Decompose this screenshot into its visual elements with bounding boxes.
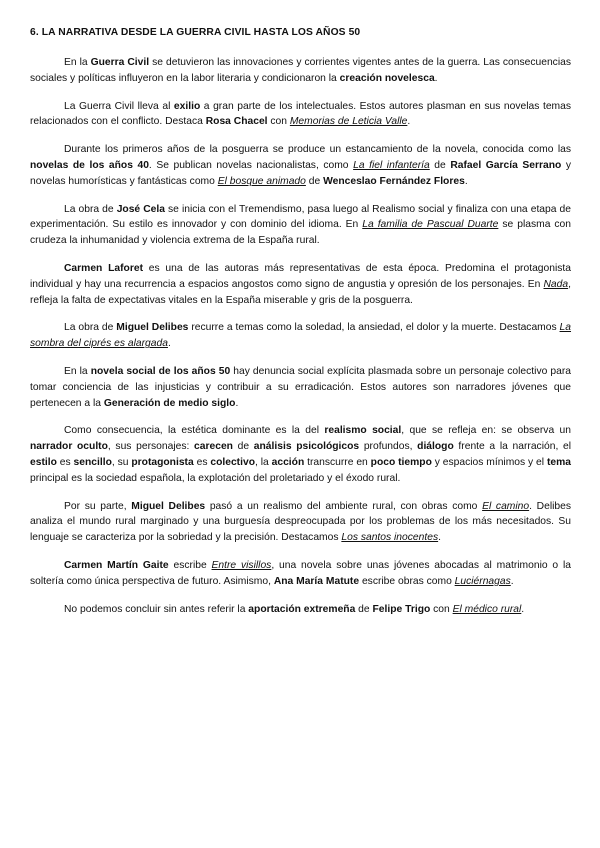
text: con — [430, 603, 453, 615]
text: La Guerra Civil lleva al — [64, 100, 174, 112]
text: de — [355, 603, 373, 615]
author-name: Carmen Martín Gaite — [64, 559, 169, 571]
text: recurre a temas como la soledad, la ansiedad, el dolor y la muerte. Destacamos — [188, 322, 560, 334]
text: La obra de — [64, 322, 117, 334]
bold-term: creación novelesca — [339, 72, 435, 84]
text: , su — [111, 456, 132, 468]
book-title: La familia de Pascual Duarte — [362, 219, 499, 231]
text: y espacios mínimos y el — [431, 456, 547, 468]
text: frente a la narración, el — [453, 441, 571, 453]
bold-term: carecen — [194, 441, 233, 453]
author-name: Felipe Trigo — [372, 603, 431, 615]
bold-term: tema — [546, 456, 571, 468]
text: . — [167, 338, 171, 350]
bold-term: narrador oculto — [30, 441, 108, 453]
bold-term: aportación extremeña — [248, 603, 356, 615]
text: principal es la sociedad española, la explotación del proletariado y el éxodo rural. — [30, 472, 401, 484]
text: , sus personajes: — [107, 441, 195, 453]
text: se inicia con el Tremendismo, pasa luego al Realismo social y finaliza con una etapa de experimentación. Su estilo es innovador y con dominio del idioma. En — [30, 203, 571, 231]
bold-term: Generación de medio siglo — [103, 397, 236, 409]
book-title: La sombra del ciprés es alargada — [30, 322, 572, 350]
bold-term: estilo — [30, 456, 57, 468]
text: , la — [254, 456, 272, 468]
bold-term: análisis psicológicos — [253, 441, 360, 453]
text: . — [438, 532, 441, 544]
text: No podemos concluir sin antes referir la — [64, 603, 249, 615]
bold-term: acción — [271, 456, 305, 468]
paragraph-guerra-civil — [30, 55, 571, 87]
text: escribe obras como — [359, 575, 455, 587]
book-title: Nada — [543, 278, 569, 290]
text: , una novela sobre unas jóvenes abocadas al matrimonio o la soltería como única perspectiva de futuro. Asimismo, — [30, 559, 571, 587]
author-name: Rosa Chacel — [205, 116, 268, 128]
text: La obra de — [64, 203, 117, 215]
book-title: Los santos inocentes — [341, 532, 439, 544]
paragraph-martin-gaite — [30, 558, 571, 590]
text: se plasma con crudeza la inhumanidad y violencia extrema de la España rural. — [30, 219, 571, 247]
text: Por su parte, — [64, 500, 132, 512]
author-name: Miguel Delibes — [116, 322, 189, 334]
text: a gran parte de los intelectuales. Estos autores plasman en sus novelas temas relacionados con el conflicto. Destaca — [30, 100, 571, 128]
bold-term: protagonista — [131, 456, 194, 468]
book-title: El camino — [482, 500, 530, 512]
text: se detuvieron las innovaciones y corrientes vigentes antes de la guerra. Las consecuencias sociales y políticas influyeron en la labor literaria y condicionaron la — [30, 57, 571, 84]
text: . — [521, 603, 525, 615]
text: profundos, — [359, 441, 418, 453]
text: En la — [64, 365, 91, 377]
book-title: El bosque animado — [217, 175, 306, 187]
text: Durante los primeros años de la posguerra se produce un estancamiento de la novela, conocida como las — [64, 144, 571, 156]
text: de — [232, 441, 254, 453]
text: , refleja la falta de expectativas vitales en la España miserable y gris de la posguerra. — [30, 278, 571, 306]
text: escribe — [168, 559, 212, 571]
text: . — [235, 397, 239, 409]
paragraph-exilio — [30, 99, 571, 131]
text: . — [510, 575, 514, 587]
book-title: La fiel infantería — [353, 159, 430, 171]
text: es una de las autoras más representativas de esta época. Predomina el protagonista individual y hay una recurrencia a espacios angostos como signo de angustia y opresión de los personajes. En — [30, 262, 571, 290]
text: Como consecuencia, la estética dominante es la del — [64, 425, 325, 437]
text: con — [267, 116, 290, 128]
bold-term: novela social de los años 50 — [90, 365, 231, 377]
text: . — [464, 175, 468, 187]
book-title: Entre visillos — [211, 559, 272, 571]
bold-term: realismo social — [324, 425, 402, 437]
paragraph-delibes-rural — [30, 499, 571, 546]
bold-term: Guerra Civil — [90, 57, 150, 68]
bold-term: exilio — [173, 100, 201, 112]
author-name: Ana María Matute — [273, 575, 360, 587]
paragraph-posguerra — [30, 142, 571, 189]
text: En la — [64, 57, 91, 68]
text: . Delibes analiza el mundo rural marginado y una burguesía despreocupada por los problemas de los más necesitados. Su lenguaje se caracteriza por la sobriedad y la precisión. Destacamos — [30, 500, 571, 544]
paragraph-delibes-temas — [30, 320, 571, 352]
text: de — [429, 159, 451, 171]
author-name: Rafael García Serrano — [450, 159, 562, 171]
author-name: Wenceslao Fernández Flores — [323, 175, 465, 187]
author-name: Carmen Laforet — [64, 262, 143, 274]
paragraph-novela-social — [30, 364, 571, 411]
author-name: José Cela — [116, 203, 165, 215]
bold-term: colectivo — [210, 456, 255, 468]
bold-term: poco tiempo — [370, 456, 432, 468]
paragraph-cela — [30, 202, 571, 249]
author-name: Miguel Delibes — [131, 500, 206, 512]
document-body — [30, 55, 571, 629]
text: , que se refleja en: se observa un — [401, 425, 571, 437]
bold-term: sencillo — [73, 456, 112, 468]
text: transcurre en — [304, 456, 371, 468]
text: . — [434, 72, 438, 84]
text: . — [407, 116, 411, 128]
book-title: Memorias de Leticia Valle — [289, 116, 408, 128]
book-title: El médico rural — [452, 603, 522, 615]
section-heading: 6. LA NARRATIVA DESDE LA GUERRA CIVIL HASTA LOS AÑOS 50 — [30, 27, 361, 38]
text: es — [56, 456, 74, 468]
text: hay denuncia social explícita plasmada sobre un personaje colectivo para tomar conciencia de las injusticias y contribuir a su erradicación. Estos autores son narradores jóvenes que pertenecen a la — [30, 365, 571, 409]
bold-term: diálogo — [417, 441, 454, 453]
bold-term: novelas de los años 40 — [30, 159, 149, 171]
paragraph-felipe-trigo — [30, 602, 571, 618]
text: de — [305, 175, 324, 187]
book-title: Luciérnagas — [454, 575, 511, 587]
text: . Se publican novelas nacionalistas, como — [148, 159, 354, 171]
text: y novelas humorísticas y fantásticas como — [30, 159, 571, 187]
paragraph-realismo-social — [30, 423, 571, 486]
paragraph-laforet — [30, 261, 571, 308]
text: es — [193, 456, 211, 468]
text: pasó a un realismo del ambiente rural, con obras como — [205, 500, 483, 512]
